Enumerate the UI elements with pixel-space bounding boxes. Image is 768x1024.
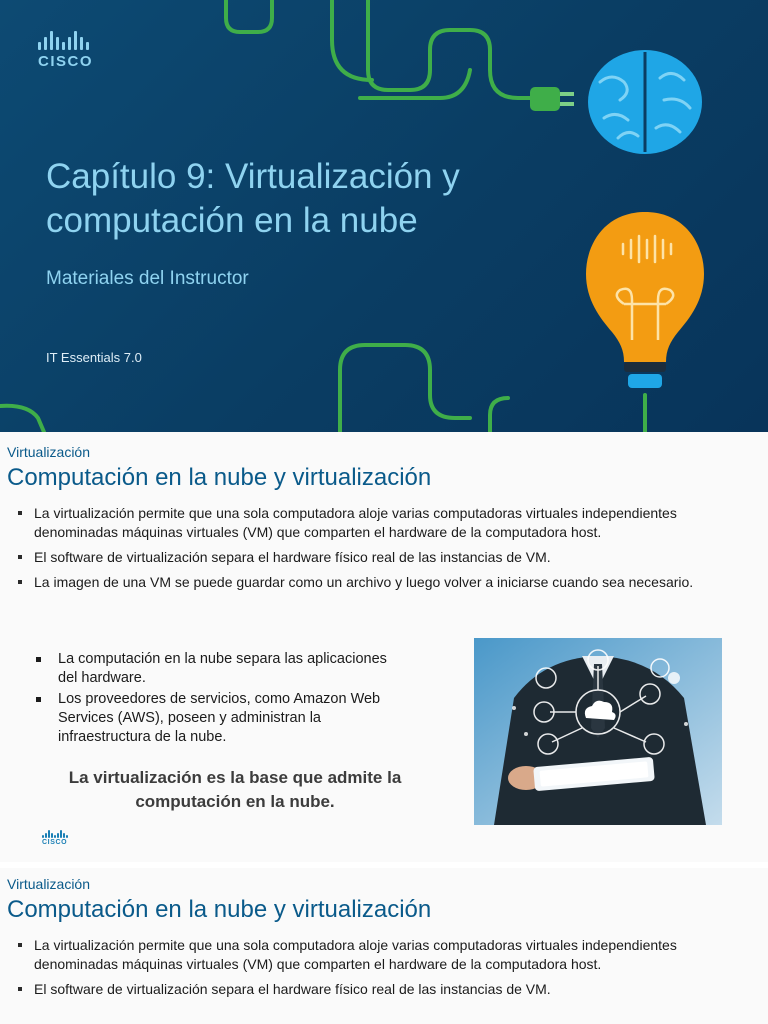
- bullet-item: La virtualización permite que una sola computadora aloje varias computadoras virtuales independientes denominadas máquinas virtuales (VM) que comparten el hardware de la computadora host.: [18, 504, 743, 542]
- section-label: Virtualización: [7, 444, 91, 460]
- bullet-item: Los proveedores de servicios, como Amazon Web Services (AWS), poseen y administran la infraestructura de la nube.: [36, 690, 406, 747]
- cisco-logo-small: [42, 830, 68, 846]
- bullet-item: El software de virtualización separa el hardware físico real de las instancias de VM.: [18, 548, 743, 567]
- bullet-list: [18, 936, 743, 1005]
- bullet-item: La imagen de una VM se puede guardar como un archivo y luego volver a iniciarse cuando sea necesario.: [18, 573, 743, 592]
- slide-subtitle: Materiales del Instructor: [46, 268, 249, 289]
- cisco-logo: [38, 30, 112, 72]
- course-name: IT Essentials 7.0: [46, 350, 142, 365]
- cisco-wordmark: CISCO: [38, 53, 94, 70]
- cisco-wordmark: CISCO: [42, 839, 68, 846]
- bullet-list: [18, 504, 743, 598]
- bullet-item: La virtualización permite que una sola computadora aloje varias computadoras virtuales independientes denominadas máquinas virtuales (VM) que comparten el hardware de la computadora host.: [18, 936, 743, 974]
- bullet-item: La computación en la nube separa las aplicaciones del hardware.: [36, 650, 406, 688]
- title-slide: [0, 0, 768, 432]
- businessman-cloud-tablet-image: [474, 638, 722, 825]
- slide-title: Capítulo 9: Virtualización y computación en la nube: [46, 157, 460, 240]
- tagline: La virtualización es la base que admite la computación en la nube.: [68, 768, 402, 811]
- cloud-bullet-list: [36, 650, 406, 749]
- slide-heading: Computación en la nube y virtualización: [7, 896, 432, 923]
- lightbulb-icon: [586, 212, 704, 388]
- cisco-bars-icon: [38, 30, 112, 50]
- section-label: Virtualización: [7, 876, 91, 892]
- plug-icon: [530, 87, 574, 111]
- content-slide-2: [0, 862, 768, 1024]
- bullet-item: El software de virtualización separa el hardware físico real de las instancias de VM.: [18, 980, 743, 999]
- content-slide-1: [0, 432, 768, 862]
- slide-heading: Computación en la nube y virtualización: [7, 464, 432, 491]
- cisco-bars-icon: [42, 830, 68, 838]
- brain-icon: [588, 50, 702, 154]
